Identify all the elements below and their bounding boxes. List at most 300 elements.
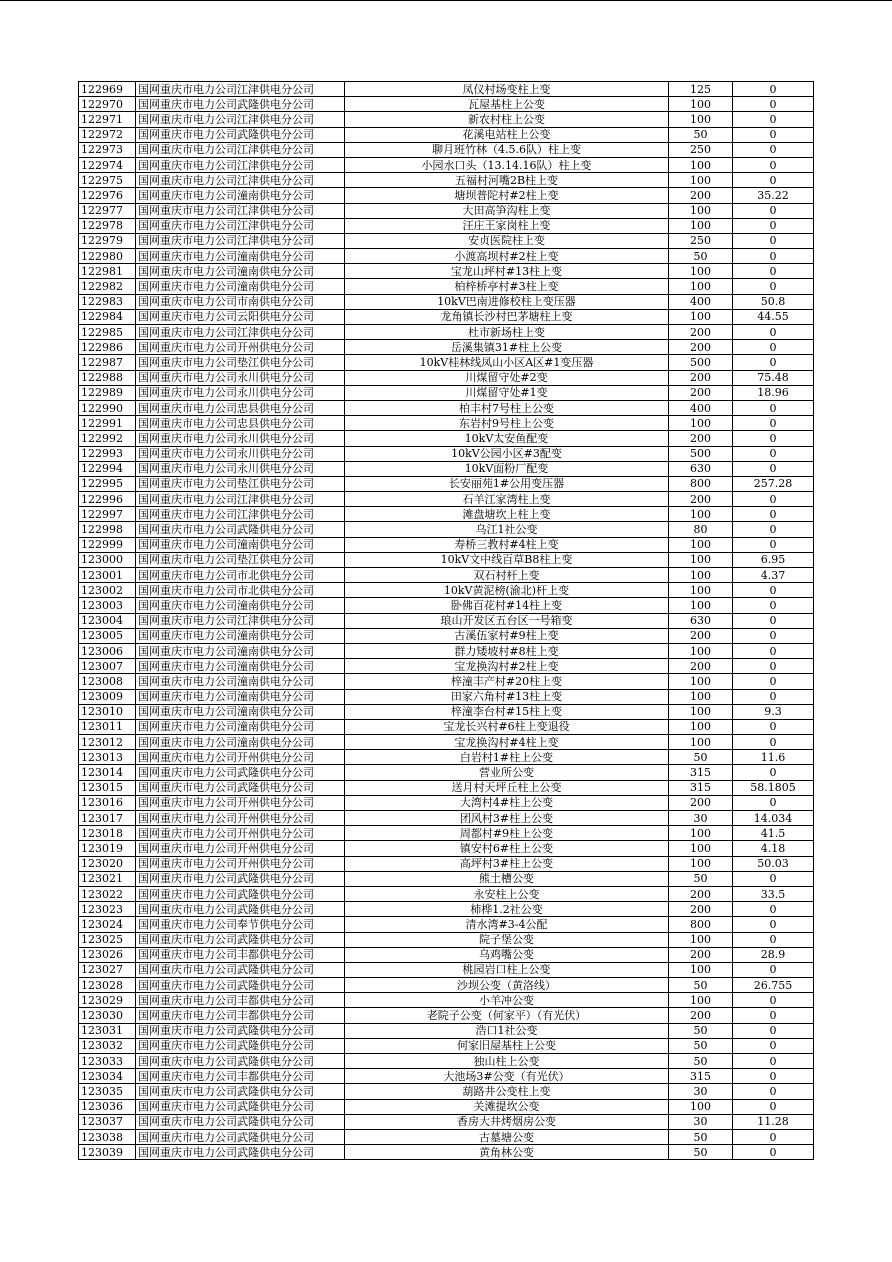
table-body <box>79 82 814 1160</box>
company-cell: 国网重庆市电力公司潼南供电分公司 <box>136 188 345 203</box>
table-row <box>79 142 814 157</box>
capacity-cell: 100 <box>669 537 733 552</box>
company-cell: 国网重庆市电力公司江津供电分公司 <box>136 157 345 172</box>
table-row <box>79 947 814 962</box>
table-row <box>79 719 814 734</box>
table-row <box>79 416 814 431</box>
transformer-name-cell: 永安柱上公变 <box>345 886 669 901</box>
row-id-cell: 123019 <box>79 841 136 856</box>
company-cell: 国网重庆市电力公司潼南供电分公司 <box>136 719 345 734</box>
value-cell: 0 <box>733 871 814 886</box>
company-cell: 国网重庆市电力公司潼南供电分公司 <box>136 643 345 658</box>
capacity-cell: 250 <box>669 233 733 248</box>
transformer-name-cell: 聊月班竹林（4.5.6队）柱上变 <box>345 142 669 157</box>
table-row <box>79 628 814 643</box>
transformer-name-cell: 10kV巴南进修校柱上变压器 <box>345 294 669 309</box>
transformer-name-cell: 梓潼李台村#15柱上变 <box>345 704 669 719</box>
capacity-cell: 50 <box>669 750 733 765</box>
transformer-name-cell: 营业所公变 <box>345 765 669 780</box>
company-cell: 国网重庆市电力公司永川供电分公司 <box>136 431 345 446</box>
company-cell: 国网重庆市电力公司潼南供电分公司 <box>136 249 345 264</box>
row-id-cell: 122980 <box>79 249 136 264</box>
transformer-name-cell: 古墓塘公变 <box>345 1129 669 1144</box>
transformer-name-cell: 花溪电站柱上公变 <box>345 127 669 142</box>
company-cell: 国网重庆市电力公司垫江供电分公司 <box>136 355 345 370</box>
company-cell: 国网重庆市电力公司潼南供电分公司 <box>136 264 345 279</box>
company-cell: 国网重庆市电力公司开州供电分公司 <box>136 811 345 826</box>
row-id-cell: 123029 <box>79 993 136 1008</box>
transformer-name-cell: 何家旧屋基柱上公变 <box>345 1038 669 1053</box>
row-id-cell: 123010 <box>79 704 136 719</box>
capacity-cell: 100 <box>669 856 733 871</box>
row-id-cell: 123039 <box>79 1145 136 1160</box>
value-cell: 0 <box>733 142 814 157</box>
capacity-cell: 200 <box>669 947 733 962</box>
capacity-cell: 800 <box>669 917 733 932</box>
value-cell: 9.3 <box>733 704 814 719</box>
transformer-name-cell: 院子堡公变 <box>345 932 669 947</box>
transformer-name-cell: 老院子公变（何家平）（有光伏） <box>345 1008 669 1023</box>
row-id-cell: 123028 <box>79 978 136 993</box>
value-cell: 0 <box>733 446 814 461</box>
value-cell: 50.03 <box>733 856 814 871</box>
row-id-cell: 122994 <box>79 461 136 476</box>
company-cell: 国网重庆市电力公司武隆供电分公司 <box>136 1114 345 1129</box>
company-cell: 国网重庆市电力公司江津供电分公司 <box>136 507 345 522</box>
capacity-cell: 100 <box>669 962 733 977</box>
transformer-name-cell: 新农村柱上公变 <box>345 112 669 127</box>
table-row <box>79 1008 814 1023</box>
transformer-name-cell: 长安丽苑1#公用变压器 <box>345 476 669 491</box>
row-id-cell: 123021 <box>79 871 136 886</box>
value-cell: 0 <box>733 932 814 947</box>
capacity-cell: 630 <box>669 461 733 476</box>
row-id-cell: 123005 <box>79 628 136 643</box>
value-cell: 0 <box>733 355 814 370</box>
row-id-cell: 122988 <box>79 370 136 385</box>
company-cell: 国网重庆市电力公司武隆供电分公司 <box>136 902 345 917</box>
capacity-cell: 200 <box>669 1008 733 1023</box>
transformer-name-cell: 龙角镇长沙村巴茅塘柱上变 <box>345 309 669 324</box>
capacity-cell: 200 <box>669 188 733 203</box>
value-cell: 0 <box>733 902 814 917</box>
capacity-cell: 125 <box>669 82 733 97</box>
value-cell: 0 <box>733 492 814 507</box>
table-row <box>79 173 814 188</box>
value-cell: 11.6 <box>733 750 814 765</box>
company-cell: 国网重庆市电力公司永川供电分公司 <box>136 385 345 400</box>
row-id-cell: 123001 <box>79 568 136 583</box>
table-row <box>79 613 814 628</box>
capacity-cell: 30 <box>669 811 733 826</box>
capacity-cell: 100 <box>669 719 733 734</box>
company-cell: 国网重庆市电力公司潼南供电分公司 <box>136 537 345 552</box>
transformer-name-cell: 宝龙换沟村#2柱上变 <box>345 659 669 674</box>
value-cell: 0 <box>733 583 814 598</box>
company-cell: 国网重庆市电力公司武隆供电分公司 <box>136 1099 345 1114</box>
transformer-name-cell: 双石村杆上变 <box>345 568 669 583</box>
row-id-cell: 123017 <box>79 811 136 826</box>
value-cell: 0 <box>733 218 814 233</box>
capacity-cell: 100 <box>669 279 733 294</box>
table-row <box>79 780 814 795</box>
row-id-cell: 122993 <box>79 446 136 461</box>
capacity-cell: 100 <box>669 309 733 324</box>
company-cell: 国网重庆市电力公司江津供电分公司 <box>136 325 345 340</box>
row-id-cell: 122975 <box>79 173 136 188</box>
table-row <box>79 993 814 1008</box>
capacity-cell: 100 <box>669 507 733 522</box>
value-cell: 0 <box>733 674 814 689</box>
capacity-cell: 100 <box>669 826 733 841</box>
company-cell: 国网重庆市电力公司开州供电分公司 <box>136 841 345 856</box>
transformer-name-cell: 黄角林公变 <box>345 1145 669 1160</box>
value-cell: 0 <box>733 735 814 750</box>
transformer-name-cell: 杜市新场柱上变 <box>345 325 669 340</box>
row-id-cell: 122970 <box>79 97 136 112</box>
transformer-name-cell: 岳溪集镇31#柱上公变 <box>345 340 669 355</box>
row-id-cell: 123025 <box>79 932 136 947</box>
value-cell: 4.37 <box>733 568 814 583</box>
row-id-cell: 122969 <box>79 82 136 97</box>
capacity-cell: 100 <box>669 157 733 172</box>
transformer-name-cell: 柿桦1.2社公变 <box>345 902 669 917</box>
table-row <box>79 1023 814 1038</box>
company-cell: 国网重庆市电力公司忠县供电分公司 <box>136 416 345 431</box>
value-cell: 41.5 <box>733 826 814 841</box>
table-row <box>79 659 814 674</box>
table-row <box>79 826 814 841</box>
transformer-name-cell: 大田高笋沟柱上变 <box>345 203 669 218</box>
table-row <box>79 522 814 537</box>
table-row <box>79 507 814 522</box>
capacity-cell: 200 <box>669 886 733 901</box>
row-id-cell: 123014 <box>79 765 136 780</box>
row-id-cell: 123032 <box>79 1038 136 1053</box>
transformer-name-cell: 独山柱上公变 <box>345 1054 669 1069</box>
transformer-name-cell: 沙坝公变（黄洛线） <box>345 978 669 993</box>
company-cell: 国网重庆市电力公司丰都供电分公司 <box>136 1008 345 1023</box>
row-id-cell: 122991 <box>79 416 136 431</box>
company-cell: 国网重庆市电力公司武隆供电分公司 <box>136 962 345 977</box>
company-cell: 国网重庆市电力公司潼南供电分公司 <box>136 674 345 689</box>
company-cell: 国网重庆市电力公司武隆供电分公司 <box>136 127 345 142</box>
capacity-cell: 100 <box>669 173 733 188</box>
capacity-cell: 100 <box>669 416 733 431</box>
row-id-cell: 123031 <box>79 1023 136 1038</box>
transformer-name-cell: 清水湾#3-4公配 <box>345 917 669 932</box>
capacity-cell: 100 <box>669 552 733 567</box>
transformer-name-cell: 送月村天坪丘柱上公变 <box>345 780 669 795</box>
table-row <box>79 279 814 294</box>
company-cell: 国网重庆市电力公司丰都供电分公司 <box>136 947 345 962</box>
table-row <box>79 385 814 400</box>
transformer-name-cell: 镇安村6#柱上公变 <box>345 841 669 856</box>
company-cell: 国网重庆市电力公司开州供电分公司 <box>136 826 345 841</box>
value-cell: 0 <box>733 416 814 431</box>
value-cell: 11.28 <box>733 1114 814 1129</box>
value-cell: 50.8 <box>733 294 814 309</box>
value-cell: 0 <box>733 203 814 218</box>
value-cell: 0 <box>733 97 814 112</box>
company-cell: 国网重庆市电力公司江津供电分公司 <box>136 233 345 248</box>
row-id-cell: 123033 <box>79 1054 136 1069</box>
capacity-cell: 80 <box>669 522 733 537</box>
table-row <box>79 476 814 491</box>
transformer-name-cell: 滩盘塘坎上柱上变 <box>345 507 669 522</box>
company-cell: 国网重庆市电力公司武隆供电分公司 <box>136 1129 345 1144</box>
transformer-name-cell: 塘坝普陀村#2柱上变 <box>345 188 669 203</box>
table-row <box>79 1114 814 1129</box>
value-cell: 0 <box>733 765 814 780</box>
capacity-cell: 100 <box>669 97 733 112</box>
value-cell: 0 <box>733 127 814 142</box>
value-cell: 0 <box>733 598 814 613</box>
transformer-name-cell: 小羊冲公变 <box>345 993 669 1008</box>
transformer-name-cell: 汪庄王家岗柱上变 <box>345 218 669 233</box>
company-cell: 国网重庆市电力公司武隆供电分公司 <box>136 765 345 780</box>
transformer-name-cell: 熊土槽公变 <box>345 871 669 886</box>
transformer-name-cell: 高坪村3#柱上公变 <box>345 856 669 871</box>
transformer-name-cell: 大湾村4#柱上公变 <box>345 795 669 810</box>
table-row <box>79 917 814 932</box>
capacity-cell: 100 <box>669 598 733 613</box>
table-row <box>79 978 814 993</box>
value-cell: 0 <box>733 249 814 264</box>
company-cell: 国网重庆市电力公司潼南供电分公司 <box>136 279 345 294</box>
value-cell: 18.96 <box>733 385 814 400</box>
company-cell: 国网重庆市电力公司开州供电分公司 <box>136 795 345 810</box>
row-id-cell: 122998 <box>79 522 136 537</box>
company-cell: 国网重庆市电力公司武隆供电分公司 <box>136 1023 345 1038</box>
row-id-cell: 122974 <box>79 157 136 172</box>
capacity-cell: 250 <box>669 142 733 157</box>
value-cell: 0 <box>733 264 814 279</box>
row-id-cell: 123030 <box>79 1008 136 1023</box>
row-id-cell: 122976 <box>79 188 136 203</box>
company-cell: 国网重庆市电力公司江津供电分公司 <box>136 613 345 628</box>
company-cell: 国网重庆市电力公司永川供电分公司 <box>136 446 345 461</box>
company-cell: 国网重庆市电力公司武隆供电分公司 <box>136 1038 345 1053</box>
table-row <box>79 537 814 552</box>
table-row <box>79 1099 814 1114</box>
row-id-cell: 123011 <box>79 719 136 734</box>
value-cell: 0 <box>733 628 814 643</box>
table-row <box>79 431 814 446</box>
row-id-cell: 123026 <box>79 947 136 962</box>
capacity-cell: 315 <box>669 1069 733 1084</box>
transformer-name-cell: 川煤留守处#1变 <box>345 385 669 400</box>
company-cell: 国网重庆市电力公司垫江供电分公司 <box>136 476 345 491</box>
capacity-cell: 50 <box>669 978 733 993</box>
company-cell: 国网重庆市电力公司武隆供电分公司 <box>136 1054 345 1069</box>
capacity-cell: 200 <box>669 795 733 810</box>
company-cell: 国网重庆市电力公司江津供电分公司 <box>136 203 345 218</box>
table-row <box>79 157 814 172</box>
transformer-name-cell: 小园水口头（13.14.16队）柱上变 <box>345 157 669 172</box>
company-cell: 国网重庆市电力公司垫江供电分公司 <box>136 552 345 567</box>
value-cell: 0 <box>733 461 814 476</box>
capacity-cell: 200 <box>669 431 733 446</box>
value-cell: 0 <box>733 795 814 810</box>
value-cell: 0 <box>733 1008 814 1023</box>
capacity-cell: 30 <box>669 1084 733 1099</box>
table-row <box>79 309 814 324</box>
transformer-name-cell: 团风村3#柱上公变 <box>345 811 669 826</box>
table-row <box>79 400 814 415</box>
company-cell: 国网重庆市电力公司武隆供电分公司 <box>136 932 345 947</box>
value-cell: 35.22 <box>733 188 814 203</box>
transformer-name-cell: 五福村河嘴2B柱上变 <box>345 173 669 188</box>
capacity-cell: 100 <box>669 264 733 279</box>
company-cell: 国网重庆市电力公司江津供电分公司 <box>136 142 345 157</box>
row-id-cell: 122985 <box>79 325 136 340</box>
table-row <box>79 355 814 370</box>
company-cell: 国网重庆市电力公司开州供电分公司 <box>136 340 345 355</box>
company-cell: 国网重庆市电力公司潼南供电分公司 <box>136 628 345 643</box>
row-id-cell: 123022 <box>79 886 136 901</box>
transformer-name-cell: 古溪伍家村#9柱上变 <box>345 628 669 643</box>
value-cell: 0 <box>733 659 814 674</box>
row-id-cell: 122986 <box>79 340 136 355</box>
value-cell: 0 <box>733 719 814 734</box>
row-id-cell: 123015 <box>79 780 136 795</box>
capacity-cell: 100 <box>669 568 733 583</box>
transformer-name-cell: 大池场3#公变（有光伏） <box>345 1069 669 1084</box>
capacity-cell: 400 <box>669 400 733 415</box>
transformer-name-cell: 10kV公园小区#3配变 <box>345 446 669 461</box>
table-row <box>79 765 814 780</box>
row-id-cell: 123003 <box>79 598 136 613</box>
value-cell: 0 <box>733 689 814 704</box>
table-row <box>79 127 814 142</box>
table-row <box>79 264 814 279</box>
capacity-cell: 200 <box>669 492 733 507</box>
capacity-cell: 200 <box>669 370 733 385</box>
transformer-name-cell: 周都村#9柱上公变 <box>345 826 669 841</box>
company-cell: 国网重庆市电力公司武隆供电分公司 <box>136 886 345 901</box>
value-cell: 257.28 <box>733 476 814 491</box>
value-cell: 0 <box>733 279 814 294</box>
capacity-cell: 200 <box>669 628 733 643</box>
value-cell: 0 <box>733 1054 814 1069</box>
company-cell: 国网重庆市电力公司永川供电分公司 <box>136 370 345 385</box>
company-cell: 国网重庆市电力公司潼南供电分公司 <box>136 689 345 704</box>
row-id-cell: 123037 <box>79 1114 136 1129</box>
transformer-name-cell: 安贞医院柱上变 <box>345 233 669 248</box>
transformer-name-cell: 田家六角村#13柱上变 <box>345 689 669 704</box>
transformer-name-cell: 香房大井烤烟房公变 <box>345 1114 669 1129</box>
row-id-cell: 123020 <box>79 856 136 871</box>
transformer-name-cell: 川煤留守处#2变 <box>345 370 669 385</box>
row-id-cell: 123006 <box>79 643 136 658</box>
row-id-cell: 123035 <box>79 1084 136 1099</box>
value-cell: 0 <box>733 522 814 537</box>
table-row <box>79 1084 814 1099</box>
row-id-cell: 123004 <box>79 613 136 628</box>
transformer-name-cell: 10kV太安鱼配变 <box>345 431 669 446</box>
company-cell: 国网重庆市电力公司武隆供电分公司 <box>136 1084 345 1099</box>
capacity-cell: 100 <box>669 1099 733 1114</box>
company-cell: 国网重庆市电力公司江津供电分公司 <box>136 173 345 188</box>
capacity-cell: 100 <box>669 735 733 750</box>
transformer-name-cell: 凤仪村场变柱上变 <box>345 82 669 97</box>
capacity-cell: 100 <box>669 932 733 947</box>
value-cell: 0 <box>733 157 814 172</box>
value-cell: 0 <box>733 340 814 355</box>
transformer-name-cell: 柏梓桥亭村#3柱上变 <box>345 279 669 294</box>
page-top-rule <box>0 0 892 1</box>
table-row <box>79 689 814 704</box>
company-cell: 国网重庆市电力公司云阳供电分公司 <box>136 309 345 324</box>
value-cell: 0 <box>733 993 814 1008</box>
row-id-cell: 122984 <box>79 309 136 324</box>
table-row <box>79 492 814 507</box>
transformer-name-cell: 宝龙山坪村#13柱上变 <box>345 264 669 279</box>
company-cell: 国网重庆市电力公司武隆供电分公司 <box>136 871 345 886</box>
capacity-cell: 50 <box>669 1145 733 1160</box>
row-id-cell: 123013 <box>79 750 136 765</box>
table-row <box>79 203 814 218</box>
capacity-cell: 50 <box>669 1038 733 1053</box>
company-cell: 国网重庆市电力公司武隆供电分公司 <box>136 780 345 795</box>
table-row <box>79 841 814 856</box>
company-cell: 国网重庆市电力公司江津供电分公司 <box>136 82 345 97</box>
table-row <box>79 325 814 340</box>
row-id-cell: 122992 <box>79 431 136 446</box>
transformer-name-cell: 寿桥三教村#4柱上变 <box>345 537 669 552</box>
value-cell: 0 <box>733 173 814 188</box>
table-row <box>79 674 814 689</box>
transformer-table <box>78 81 814 1160</box>
row-id-cell: 123012 <box>79 735 136 750</box>
company-cell: 国网重庆市电力公司丰都供电分公司 <box>136 993 345 1008</box>
transformer-name-cell: 10kV黄泥榜(渝北)杆上变 <box>345 583 669 598</box>
table-row <box>79 294 814 309</box>
table-row <box>79 461 814 476</box>
value-cell: 0 <box>733 1038 814 1053</box>
capacity-cell: 200 <box>669 659 733 674</box>
value-cell: 0 <box>733 1023 814 1038</box>
capacity-cell: 50 <box>669 1023 733 1038</box>
transformer-name-cell: 10kV桂林线凤山小区A区#1变压器 <box>345 355 669 370</box>
table-row <box>79 188 814 203</box>
transformer-name-cell: 葫路井公变柱上变 <box>345 1084 669 1099</box>
row-id-cell: 122989 <box>79 385 136 400</box>
capacity-cell: 100 <box>669 841 733 856</box>
table-row <box>79 340 814 355</box>
company-cell: 国网重庆市电力公司江津供电分公司 <box>136 218 345 233</box>
row-id-cell: 123027 <box>79 962 136 977</box>
value-cell: 44.55 <box>733 309 814 324</box>
capacity-cell: 500 <box>669 355 733 370</box>
capacity-cell: 50 <box>669 1054 733 1069</box>
table-row <box>79 583 814 598</box>
transformer-name-cell: 宝龙换沟村#4柱上变 <box>345 735 669 750</box>
value-cell: 6.95 <box>733 552 814 567</box>
row-id-cell: 122981 <box>79 264 136 279</box>
table-row <box>79 446 814 461</box>
table-row <box>79 249 814 264</box>
row-id-cell: 122996 <box>79 492 136 507</box>
value-cell: 0 <box>733 82 814 97</box>
table-row <box>79 568 814 583</box>
company-cell: 国网重庆市电力公司开州供电分公司 <box>136 856 345 871</box>
table-row <box>79 1038 814 1053</box>
capacity-cell: 50 <box>669 871 733 886</box>
table-row <box>79 932 814 947</box>
table-row <box>79 886 814 901</box>
